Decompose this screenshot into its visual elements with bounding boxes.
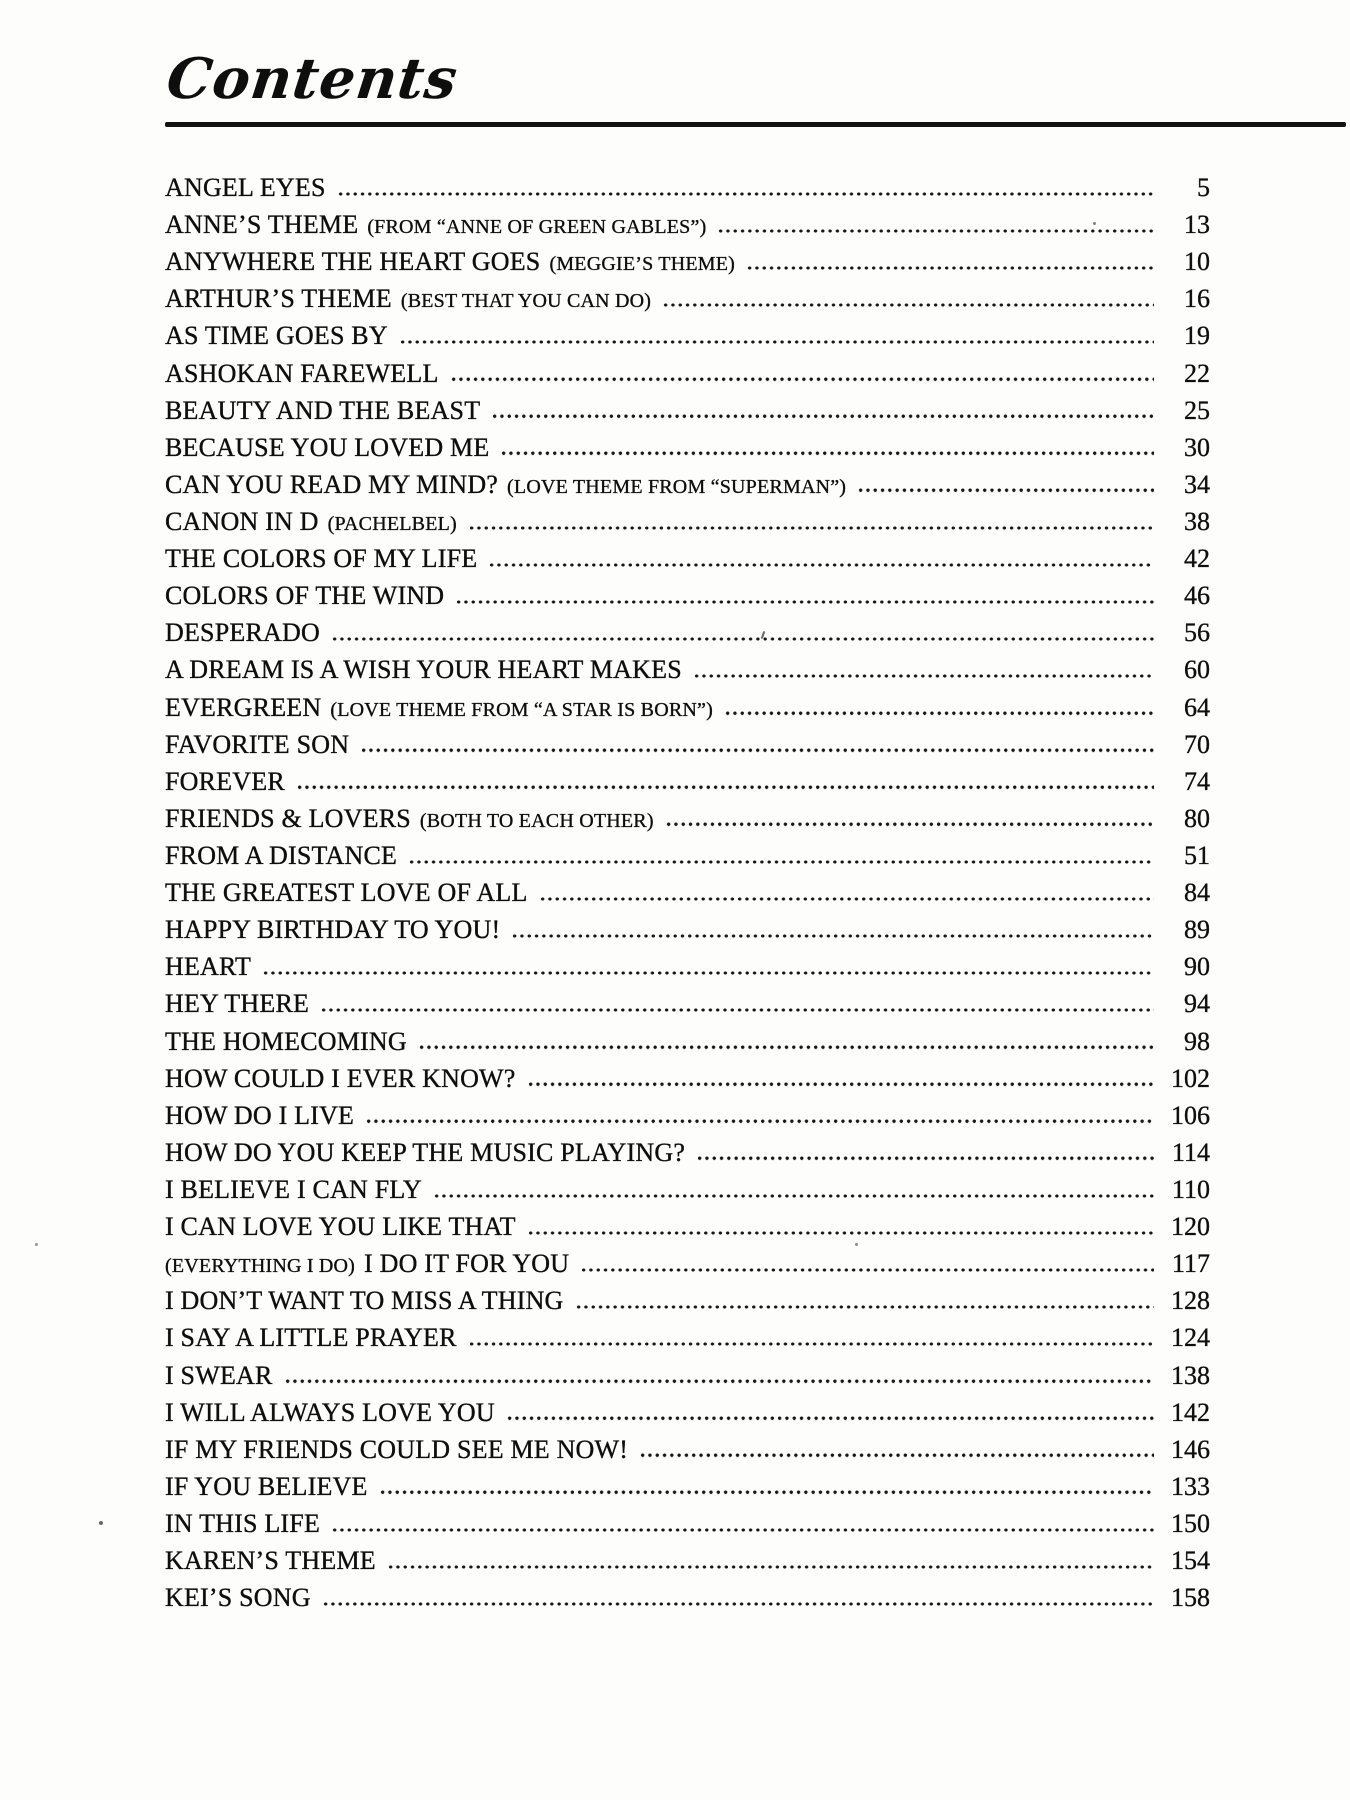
toc-entry-main-title: HOW DO YOU KEEP THE MUSIC PLAYING? (165, 1137, 686, 1167)
toc-entry-title (165, 1064, 516, 1094)
toc-entry-main-title: ANGEL EYES (165, 173, 326, 202)
toc-entry-subtitle: (LOVE THEME FROM “A STAR IS BORN”) (330, 698, 713, 721)
toc-row (165, 321, 1210, 358)
toc-row (165, 1509, 1210, 1546)
toc-entry-page-number: 142 (1171, 1397, 1210, 1427)
toc-entry-title (165, 693, 713, 723)
toc-entry-title (165, 1509, 320, 1539)
toc-row (165, 1212, 1210, 1249)
toc-row (165, 618, 1210, 655)
toc-entry-page-number: 42 (1184, 544, 1210, 574)
toc-list (165, 173, 1210, 1620)
toc-entry-main-title: FROM A DISTANCE (165, 840, 398, 870)
toc-entry-page-number: 19 (1184, 321, 1210, 351)
toc-entry-main-title: HEART (165, 952, 252, 982)
toc-entry-title (165, 433, 489, 463)
toc-entry-title (165, 952, 251, 982)
toc-entry-main-title: AS TIME GOES BY (165, 321, 388, 351)
toc-entry-main-title: ARTHUR’S THEME (165, 284, 392, 314)
toc-entry-subtitle: (PACHELBEL) (327, 512, 457, 535)
toc-entry-page-number: 102 (1171, 1063, 1210, 1093)
dotted-leader (724, 711, 1154, 715)
toc-row (165, 952, 1210, 989)
toc-entry-main-title: ANNE’S THEME (165, 210, 359, 240)
toc-entry-main-title: A DREAM IS A WISH YOUR HEART MAKES (165, 655, 682, 685)
dotted-leader (408, 860, 1154, 864)
toc-entry-page-number: 120 (1171, 1212, 1210, 1242)
toc-entry-title (165, 841, 397, 871)
toc-entry-page-number: 128 (1171, 1286, 1210, 1316)
toc-entry-title (165, 618, 320, 648)
toc-row (165, 767, 1210, 804)
toc-entry-page-number: 38 (1184, 506, 1210, 536)
toc-entry-subtitle: (FROM “ANNE OF GREEN GABLES”) (367, 216, 707, 239)
toc-entry-main-title: THE COLORS OF MY LIFE (165, 544, 478, 574)
dotted-leader (488, 563, 1154, 567)
toc-entry-page-number: 5 (1197, 173, 1210, 202)
toc-entry-title (165, 878, 528, 908)
toc-entry-main-title: BEAUTY AND THE BEAST (165, 395, 481, 425)
toc-entry-main-title: FAVORITE SON (165, 729, 350, 759)
toc-row (165, 581, 1210, 618)
toc-entry-main-title: THE HOMECOMING (165, 1026, 407, 1056)
toc-entry-subtitle-prefix: (EVERYTHING I DO) (165, 1255, 356, 1278)
toc-row (165, 841, 1210, 878)
scan-artifact (99, 1521, 103, 1525)
toc-entry-title (165, 1583, 311, 1613)
toc-entry-page-number: 46 (1184, 581, 1210, 611)
toc-entry-main-title: HOW DO I LIVE (165, 1100, 355, 1130)
toc-entry-title (165, 989, 309, 1019)
toc-entry-main-title: EVERGREEN (165, 692, 322, 722)
toc-entry-page-number: 60 (1184, 655, 1210, 685)
toc-row (165, 1138, 1210, 1175)
dotted-leader (491, 414, 1154, 418)
toc-entry-page-number: 51 (1184, 840, 1210, 870)
toc-entry-page-number: 150 (1171, 1508, 1210, 1538)
dotted-leader (331, 637, 1154, 641)
toc-entry-main-title: KEI’S SONG (165, 1583, 311, 1613)
toc-row (165, 1435, 1210, 1472)
toc-entry-main-title: KAREN’S THEME (165, 1546, 376, 1576)
dotted-leader (468, 526, 1154, 530)
dotted-leader (450, 377, 1154, 381)
toc-entry-main-title: COLORS OF THE WIND (165, 581, 445, 611)
toc-entry-main-title: I SAY A LITTLE PRAYER (165, 1323, 457, 1353)
toc-row (165, 878, 1210, 915)
dotted-leader (296, 785, 1154, 789)
toc-entry-main-title: FOREVER (165, 766, 285, 796)
dotted-leader (662, 303, 1154, 307)
dotted-leader (506, 1416, 1154, 1420)
toc-entry-page-number: 74 (1184, 766, 1210, 796)
toc-entry-title (165, 1175, 422, 1205)
toc-row (165, 1323, 1210, 1360)
toc-entry-title (165, 915, 500, 945)
toc-row (165, 433, 1210, 470)
toc-row (165, 1249, 1210, 1286)
toc-row (165, 1398, 1210, 1435)
dotted-leader (511, 934, 1154, 938)
toc-entry-title (165, 470, 846, 500)
toc-entry-title (165, 1435, 628, 1465)
toc-entry-main-title: FRIENDS & LOVERS (165, 803, 411, 833)
toc-row (165, 544, 1210, 581)
toc-row (165, 470, 1210, 507)
toc-entry-page-number: 34 (1184, 469, 1210, 499)
toc-entry-title (165, 1398, 495, 1428)
toc-entry-title (165, 396, 480, 426)
toc-entry-title (165, 1546, 376, 1576)
dotted-leader (717, 229, 1154, 233)
toc-entry-page-number: 22 (1184, 358, 1210, 388)
toc-entry-title (165, 581, 444, 611)
toc-entry-title (165, 655, 682, 685)
toc-entry-main-title: I BELIEVE I CAN FLY (165, 1174, 422, 1204)
dotted-leader (693, 674, 1154, 678)
toc-entry-main-title: CAN YOU READ MY MIND? (165, 469, 499, 499)
toc-entry-main-title: IN THIS LIFE (165, 1508, 321, 1538)
toc-entry-title (165, 321, 388, 351)
toc-row (165, 1101, 1210, 1138)
dotted-leader (527, 1082, 1154, 1086)
dotted-leader (455, 600, 1154, 604)
toc-entry-main-title: ASHOKAN FAREWELL (165, 358, 439, 388)
dotted-leader (322, 1602, 1154, 1606)
toc-entry-main-title: CANON IN D (165, 506, 319, 536)
dotted-leader (418, 1045, 1154, 1049)
toc-entry-title (165, 1249, 569, 1279)
toc-entry-title (165, 359, 439, 389)
toc-entry-main-title: IF YOU BELIEVE (165, 1471, 368, 1501)
toc-entry-title (165, 767, 285, 797)
dotted-leader (639, 1453, 1154, 1457)
toc-entry-main-title: IF MY FRIENDS COULD SEE ME NOW! (165, 1434, 629, 1464)
toc-entry-main-title: BECAUSE YOU LOVED ME (165, 432, 490, 462)
toc-entry-title (165, 1286, 564, 1316)
dotted-leader (387, 1565, 1154, 1569)
toc-entry-main-title: DESPERADO (165, 618, 320, 648)
scan-artifact (855, 1243, 858, 1246)
toc-row (165, 1064, 1210, 1101)
dotted-leader (284, 1379, 1154, 1383)
toc-entry-page-number: 80 (1184, 803, 1210, 833)
toc-entry-page-number: 114 (1171, 1137, 1210, 1167)
toc-row (165, 1583, 1210, 1620)
toc-row (165, 655, 1210, 692)
toc-entry-page-number: 110 (1171, 1174, 1210, 1204)
toc-row (165, 284, 1210, 321)
toc-entry-page-number: 30 (1184, 432, 1210, 462)
toc-entry-page-number: 84 (1184, 878, 1210, 908)
toc-row (165, 730, 1210, 767)
toc-entry-subtitle: (BEST THAT YOU CAN DO) (400, 290, 652, 313)
toc-entry-page-number: 89 (1184, 915, 1210, 945)
toc-entry-page-number: 154 (1171, 1546, 1210, 1576)
toc-entry-page-number: 25 (1184, 395, 1210, 425)
toc-entry-main-title: HAPPY BIRTHDAY TO YOU! (165, 915, 501, 945)
dotted-leader (331, 1528, 1154, 1532)
scan-artifact (35, 1243, 38, 1246)
toc-entry-page-number: 138 (1171, 1360, 1210, 1390)
toc-entry-title (165, 1361, 273, 1391)
dotted-leader (468, 1342, 1154, 1346)
toc-row (165, 1361, 1210, 1398)
toc-entry-main-title: ANYWHERE THE HEART GOES (165, 247, 541, 277)
dotted-leader (433, 1194, 1154, 1198)
toc-entry-title (165, 1472, 368, 1502)
toc-entry-page-number: 56 (1184, 618, 1210, 648)
toc-entry-page-number: 13 (1184, 210, 1210, 240)
dotted-leader (500, 451, 1154, 455)
toc-row (165, 507, 1210, 544)
toc-row (165, 210, 1210, 247)
toc-entry-page-number: 158 (1171, 1583, 1210, 1613)
toc-row (165, 915, 1210, 952)
toc-entry-title (165, 284, 651, 314)
toc-entry-title (165, 247, 735, 277)
dotted-leader (857, 488, 1154, 492)
dotted-leader (262, 971, 1154, 975)
dotted-leader (360, 748, 1154, 752)
toc-entry-main-title: I DO IT FOR YOU (364, 1249, 570, 1279)
scan-artifact (1093, 222, 1096, 225)
dotted-leader (539, 897, 1154, 901)
toc-entry-main-title: I WILL ALWAYS LOVE YOU (165, 1397, 495, 1427)
toc-entry-title (165, 544, 477, 574)
toc-row (165, 173, 1210, 210)
toc-row (165, 1175, 1210, 1212)
toc-row (165, 1286, 1210, 1323)
toc-entry-title (165, 507, 457, 537)
toc-entry-main-title: THE GREATEST LOVE OF ALL (165, 878, 528, 908)
dotted-leader (580, 1268, 1154, 1272)
toc-entry-title (165, 730, 349, 760)
toc-entry-page-number: 10 (1184, 247, 1210, 277)
toc-entry-main-title: HOW COULD I EVER KNOW? (165, 1063, 516, 1093)
toc-entry-title (165, 210, 706, 240)
dotted-leader (575, 1305, 1154, 1309)
toc-entry-title (165, 1212, 516, 1242)
toc-entry-main-title: I SWEAR (165, 1360, 273, 1390)
dotted-leader (527, 1231, 1154, 1235)
toc-entry-title (165, 1101, 354, 1131)
toc-row (165, 1027, 1210, 1064)
dotted-leader (746, 266, 1154, 270)
toc-entry-page-number: 94 (1184, 989, 1210, 1019)
dotted-leader (399, 340, 1154, 344)
toc-entry-main-title: I DON’T WANT TO MISS A THING (165, 1286, 564, 1316)
toc-entry-subtitle: (BOTH TO EACH OTHER) (419, 809, 654, 832)
toc-entry-subtitle: (MEGGIE’S THEME) (549, 253, 736, 276)
toc-entry-title (165, 1027, 407, 1057)
dotted-leader (365, 1119, 1154, 1123)
toc-entry-page-number: 124 (1171, 1323, 1210, 1353)
toc-entry-page-number: 117 (1171, 1249, 1210, 1279)
toc-entry-title (165, 1138, 685, 1168)
toc-entry-main-title: I CAN LOVE YOU LIKE THAT (165, 1212, 516, 1242)
toc-row (165, 989, 1210, 1026)
page-title: Contents (163, 46, 462, 112)
toc-row (165, 1472, 1210, 1509)
dotted-leader (665, 822, 1154, 826)
toc-row (165, 359, 1210, 396)
toc-row (165, 804, 1210, 841)
toc-entry-title (165, 173, 326, 203)
toc-entry-title (165, 804, 654, 834)
toc-entry-page-number: 133 (1171, 1471, 1210, 1501)
header-rule (165, 122, 1346, 127)
toc-entry-page-number: 106 (1171, 1100, 1210, 1130)
toc-row (165, 247, 1210, 284)
dotted-leader (379, 1490, 1154, 1494)
toc-entry-title (165, 1323, 457, 1353)
toc-entry-page-number: 64 (1184, 692, 1210, 722)
toc-entry-page-number: 90 (1184, 952, 1210, 982)
toc-row (165, 693, 1210, 730)
toc-entry-page-number: 16 (1184, 284, 1210, 314)
page-header (163, 44, 462, 114)
toc-entry-subtitle: (LOVE THEME FROM “SUPERMAN”) (507, 475, 847, 498)
toc-row (165, 396, 1210, 433)
dotted-leader (320, 1008, 1154, 1012)
toc-entry-main-title: HEY THERE (165, 989, 310, 1019)
toc-entry-page-number: 70 (1184, 729, 1210, 759)
toc-entry-page-number: 146 (1171, 1434, 1210, 1464)
dotted-leader (696, 1156, 1154, 1160)
toc-entry-page-number: 98 (1184, 1026, 1210, 1056)
dotted-leader (337, 192, 1154, 196)
toc-row (165, 1546, 1210, 1583)
